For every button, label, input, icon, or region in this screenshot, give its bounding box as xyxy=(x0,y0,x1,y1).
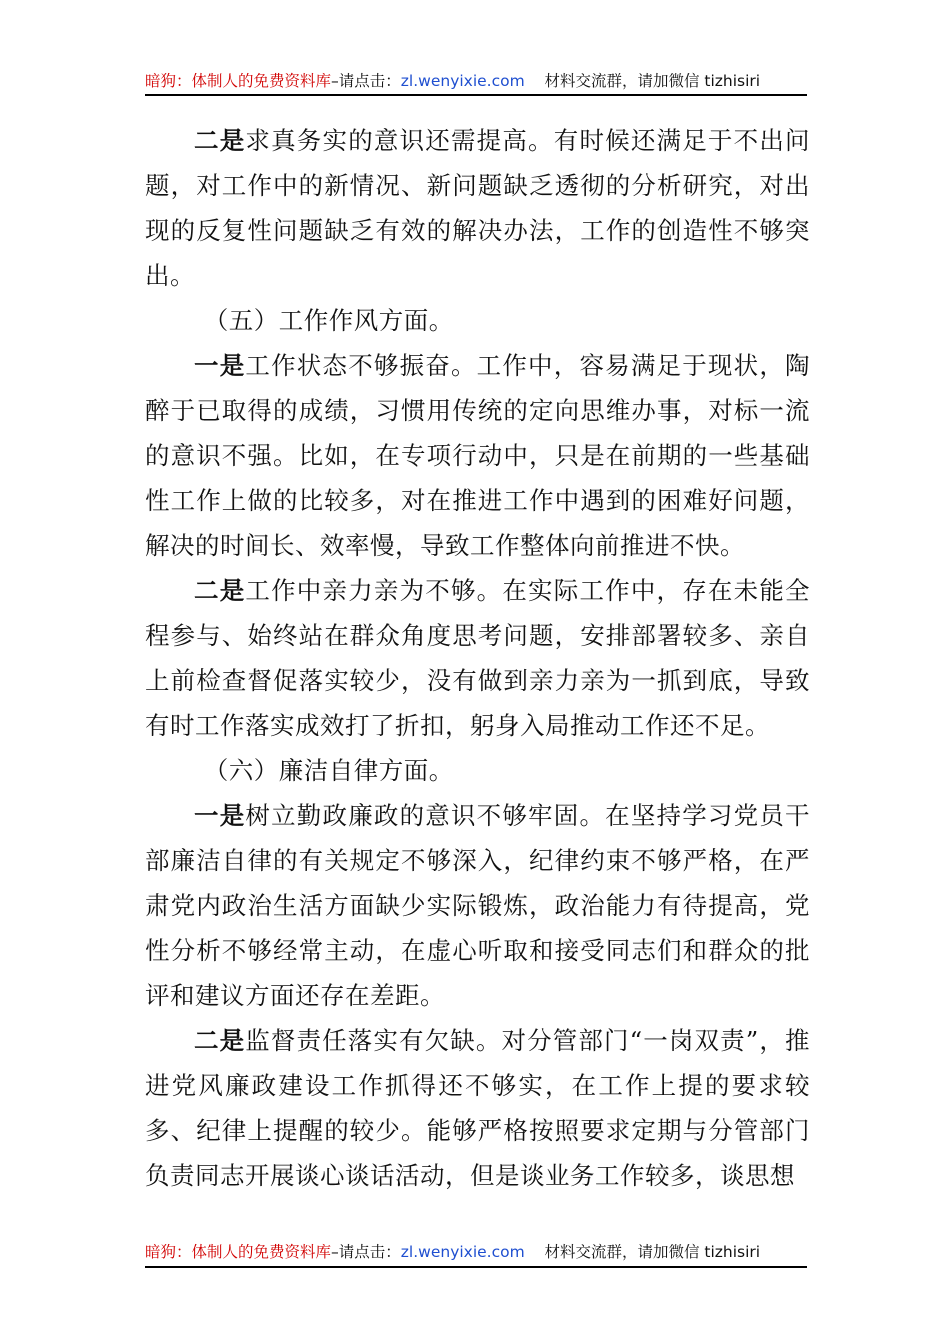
paragraph-lead: 二是 xyxy=(194,126,246,155)
paragraph-text: 树立勤政廉政的意识不够牢固。在坚持学习党员干部廉洁自律的有关规定不够深入，纪律约束不够严格，在严肃党内政治生活方面缺少实际锻炼，政治能力有待提高，党性分析不够经常主动，在虚心听取和接受同志们和群众的批评和建议方面还存在差距。 xyxy=(145,801,811,1010)
paragraph-lead: 二是 xyxy=(194,576,246,605)
footer-click-prefix: –请点击： xyxy=(331,1243,401,1261)
paragraph xyxy=(145,343,810,568)
page-header xyxy=(145,71,807,91)
paragraph xyxy=(145,568,810,748)
footer-brand: 暗狗：体制人的免费资料库 xyxy=(145,1243,332,1261)
paragraph-text: 工作中亲力亲为不够。在实际工作中，存在未能全程参与、始终站在群众角度思考问题，安排部署较多、亲自上前检查督促落实较少，没有做到亲力亲为一抓到底，导致有时工作落实成效打了折扣，躬身入局推动工作还不足。 xyxy=(145,576,811,740)
header-brand: 暗狗：体制人的免费资料库 xyxy=(145,72,332,90)
paragraph-text: 工作状态不够振奋。工作中，容易满足于现状，陶醉于已取得的成绩，习惯用传统的定向思维办事，对标一流的意识不强。比如，在专项行动中，只是在前期的一些基础性工作上做的比较多，对在推进工作中遇到的困难好问题，解决的时间长、效率慢，导致工作整体向前推进不快。 xyxy=(145,351,811,560)
paragraph-text: 监督责任落实有欠缺。对分管部门“一岗双责”，推进党风廉政建设工作抓得还不够实，在工作上提的要求较多、纪律上提醒的较少。能够严格按照要求定期与分管部门负责同志开展谈心谈话活动，但是谈业务工作较多，谈思想 xyxy=(145,1026,810,1190)
header-contact: 材料交流群，请加微信 tizhisiri xyxy=(544,72,761,90)
footer-url-link[interactable]: zl.wenyixie.com xyxy=(400,1243,525,1261)
document-body xyxy=(145,118,810,1198)
paragraph-lead: 一是 xyxy=(194,801,246,830)
paragraph-lead: 二是 xyxy=(194,1026,246,1055)
page-footer xyxy=(145,1242,807,1262)
footer-contact: 材料交流群，请加微信 tizhisiri xyxy=(544,1243,761,1261)
header-rule xyxy=(145,94,807,96)
footer-rule xyxy=(145,1266,807,1268)
section-heading-5: （五）工作作风方面。 xyxy=(203,306,454,335)
paragraph xyxy=(145,118,810,298)
paragraph xyxy=(145,793,810,1018)
header-click-prefix: –请点击： xyxy=(331,72,401,90)
section-heading-6: （六）廉洁自律方面。 xyxy=(203,756,454,785)
paragraph-lead: 一是 xyxy=(194,351,246,380)
header-url-link[interactable]: zl.wenyixie.com xyxy=(400,72,525,90)
paragraph xyxy=(145,1018,810,1198)
paragraph-text: 求真务实的意识还需提高。有时候还满足于不出问题，对工作中的新情况、新问题缺乏透彻的分析研究，对出现的反复性问题缺乏有效的解决办法，工作的创造性不够突出。 xyxy=(145,126,811,290)
